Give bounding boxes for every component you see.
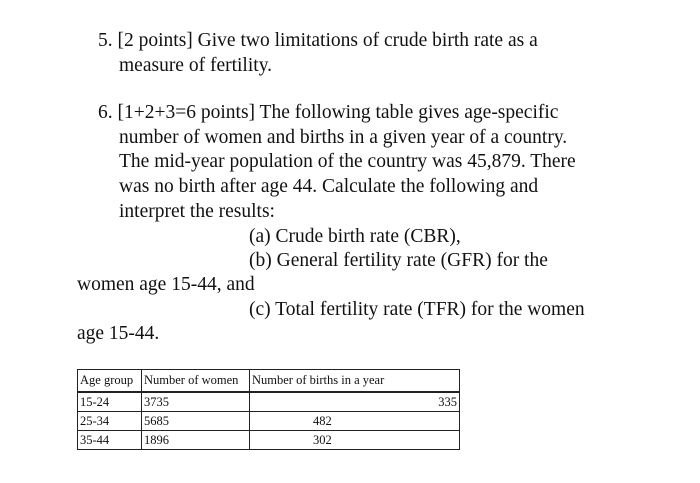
question-6-line-4: was no birth after age 44. Calculate the following and xyxy=(119,176,539,197)
cell-age-group: 15-24 xyxy=(78,392,142,412)
question-6-part-c: (c) Total fertility rate (TFR) for the women xyxy=(249,299,585,320)
question-6-line-3: The mid-year population of the country was 45,879. There xyxy=(119,151,576,172)
cell-age-group: 25-34 xyxy=(78,412,142,431)
cell-age-group: 35-44 xyxy=(78,431,142,450)
question-6-part-c-continued: age 15-44. xyxy=(77,323,160,344)
cell-number-of-births: 482 xyxy=(250,412,460,431)
header-number-of-women: Number of women xyxy=(142,370,250,393)
age-specific-births-table xyxy=(77,369,460,450)
cell-number-of-women: 5685 xyxy=(142,412,250,431)
question-5-line-2: measure of fertility. xyxy=(119,55,273,76)
table-row xyxy=(78,431,460,450)
cell-number-of-women: 1896 xyxy=(142,431,250,450)
header-number-of-births: Number of births in a year xyxy=(250,370,460,393)
question-6-line-2: number of women and births in a given year of a country. xyxy=(119,127,568,148)
cell-number-of-births: 302 xyxy=(250,431,460,450)
question-6-line-1: 6. [1+2+3=6 points] The following table gives age-specific xyxy=(98,102,559,123)
header-age-group: Age group xyxy=(78,370,142,393)
question-6-line-5: interpret the results: xyxy=(119,201,275,222)
cropped-glyph-fragment xyxy=(318,0,330,2)
question-6-part-b: (b) General fertility rate (GFR) for the xyxy=(249,250,548,271)
table-row xyxy=(78,412,460,431)
table-header-row xyxy=(78,370,460,393)
cell-number-of-births: 335 xyxy=(250,392,460,412)
question-5-line-1: 5. [2 points] Give two limitations of crude birth rate as a xyxy=(98,30,538,51)
cell-number-of-women: 3735 xyxy=(142,392,250,412)
question-6-part-b-continued: women age 15-44, and xyxy=(77,274,255,295)
question-6-part-a: (a) Crude birth rate (CBR), xyxy=(249,226,461,247)
table-row xyxy=(78,392,460,412)
